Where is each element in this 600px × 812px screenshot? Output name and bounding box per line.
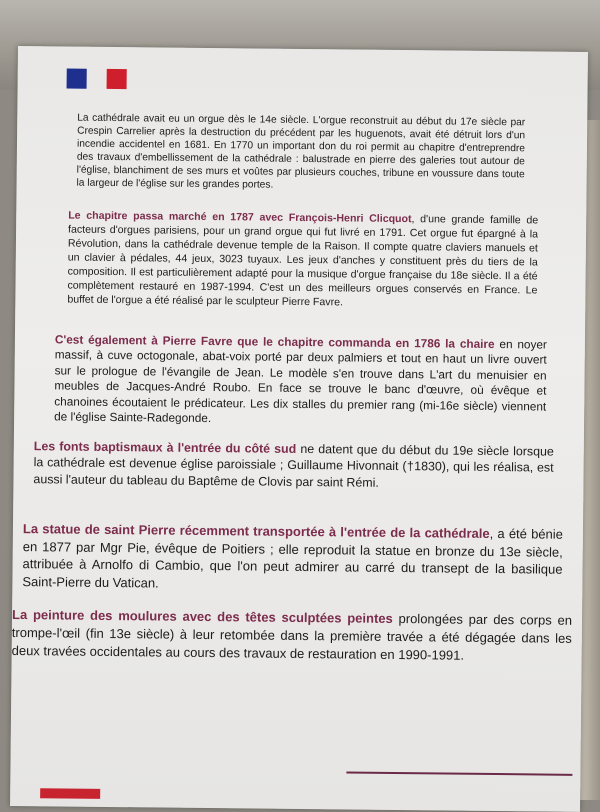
paragraph-body: , d'une grande famille de facteurs d'orgues parisiens, pour un grand orgue qui fut livré en 1791. Cet orgue fut épargné à la Révolution, dans la cathédrale devenue temple de la Raison. Il compte quatre claviers manuels et un clavier à pédales, 44 jeux, 3023 tuyaux. Les jeux d'anches y constituent près du tiers de la composition. Il est particulièrement adapté pour la musique d'orgue française du 18e siècle. Il a été complètement restauré en 1987-1994. C'est un des meilleurs orgues conservés en France. Le buffet de l'orgue a été réalisé par le sculpteur Pierre Favre. bbox=[67, 213, 539, 309]
paragraph-lead: C'est également à Pierre Favre que le chapitre commanda en 1786 la chaire bbox=[54, 332, 495, 352]
paragraph-body: La cathédrale avait eu un orgue dès le 14e siècle. L'orgue reconstruit au début du 17e siècle par Crespin Carrelier après la destruction du précédent par les huguenots, avait été détruit lors d'un incendie accidentel en 1681. En 1770 un important don du roi permit au chapitre d'entreprendre des travaux d'embellissement de la cathédrale : balustrade en pierre des galeries tout autour de l'église, blanchiment de ses murs et voûtes par plusieurs couches, tribune en voussure dans toute la largeur de l'église sur les grandes portes. bbox=[76, 112, 526, 191]
paragraph-clicquot-organ bbox=[67, 209, 538, 312]
paragraph-baptismal-font bbox=[33, 438, 553, 493]
paragraph-pulpit bbox=[54, 332, 547, 430]
paragraph-body: , a été bénie en 1877 par Mgr Pie, évêque de Poitiers ; elle reproduit la statue en bronze du 13e siècle, attribuée à Arnolfo di Cambio, que l'on peut admirer au carré du transept de la basilique Saint-Pierre du Vatican. bbox=[22, 525, 564, 591]
decorative-rule bbox=[346, 771, 572, 775]
french-flag bbox=[67, 69, 133, 90]
paragraph-body: prolongées par des corps en trompe-l'œil (fin 13e siècle) à leur retombée dans la première travée a été dégagée dans les deux travées occidentales au cours des travaux de restauration en 1990-1991. bbox=[11, 610, 573, 664]
paragraph-lead: La peinture des moulures avec des têtes sculptées peintes bbox=[11, 606, 393, 626]
paragraph-body: ne datent que du début du 19e siècle lorsque la cathédrale est devenue église paroissiale ; Guillaume Hivonnait (†1830), qui les réalisa, est aussi l'auteur du tableau du Baptême de Clovis par saint Rémi. bbox=[33, 441, 554, 490]
paragraph-body: en noyer massif, à cuve octogonale, abat-voix porté par deux palmiers et tout en haut un livre ouvert sur le prologue de l'évangile de Jean. Le modèle s'en trouve dans L'art du menuisier en meubles de Jacques-André Roubo. En face se trouve le banc d'œuvre, où évêque et chanoines écoutaient le prédicateur. Les dix stalles du premier rang (mi-16e siècle) viennent de l'église Sainte-Radegonde. bbox=[54, 337, 547, 426]
flag-red-square bbox=[107, 69, 127, 89]
paragraph-lead: La statue de saint Pierre récemment transportée à l'entrée de la cathédrale bbox=[22, 521, 490, 541]
flag-blue-square bbox=[67, 69, 87, 89]
paragraph-saint-pierre-statue bbox=[22, 520, 563, 596]
bottom-red-mark bbox=[40, 788, 100, 799]
information-panel bbox=[10, 46, 588, 812]
paragraph-lead: Le chapitre passa marché en 1787 avec François-Henri Clicquot bbox=[68, 209, 412, 226]
paragraph-organ-history bbox=[76, 113, 525, 195]
paragraph-moulding-paintings bbox=[12, 606, 573, 666]
paragraph-lead: Les fonts baptismaux à l'entrée du côté sud bbox=[33, 439, 297, 456]
